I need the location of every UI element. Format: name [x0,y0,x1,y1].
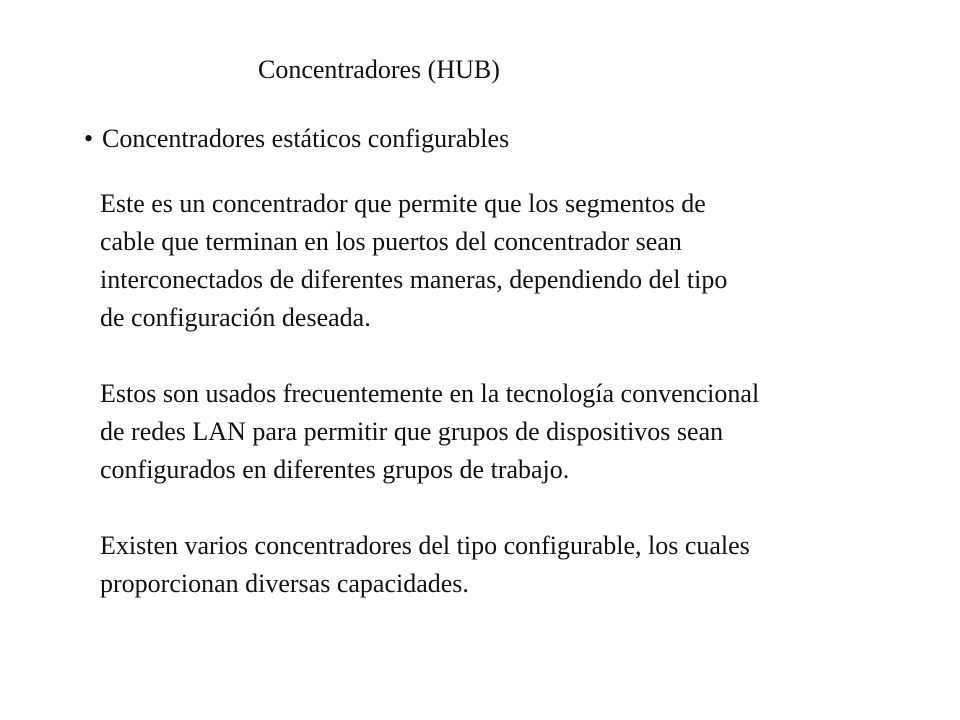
paragraph-2: Estos son usados frecuentemente en la tecnología convencional de redes LAN para permitir que grupos de dispositivos sean configurados en diferentes grupos de trabajo. [100,379,760,484]
bullet-item [84,122,509,156]
slide-title: Concentradores (HUB) [258,55,500,84]
paragraph-spacer [100,337,920,375]
paragraph-3: Existen varios concentradores del tipo configurable, los cuales proporcionan diversas capacidades. [100,531,750,598]
paragraph-spacer [100,489,920,527]
bullet-text: Concentradores estáticos configurables [102,124,510,153]
bullet-icon: • [84,124,94,153]
body-text [100,185,920,603]
paragraph-1: Este es un concentrador que permite que los segmentos de cable que terminan en los puertos del concentrador sean interconectados de diferentes maneras, dependiendo del tipo de configuración deseada. [100,189,728,332]
